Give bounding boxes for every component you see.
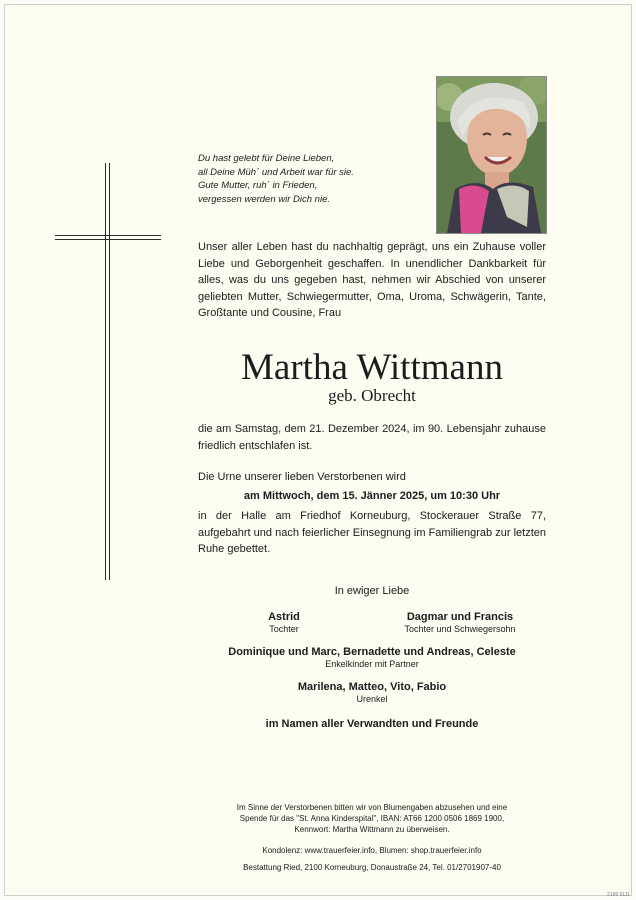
donation-notice <box>198 802 546 835</box>
memorial-poem <box>198 152 418 206</box>
poem-line: vergessen werden wir Dich nie. <box>198 193 331 205</box>
mourner-astrid <box>224 610 344 635</box>
deceased-name: Martha Wittmann <box>241 347 503 388</box>
mourner-role: Urenkel <box>356 694 388 704</box>
portrait-photo <box>436 76 547 234</box>
mourner-role: Enkelkinder mit Partner <box>325 659 419 669</box>
death-notice-text: die am Samstag, dem 21. Dezember 2024, im 90. Lebensjahr zuhause friedlich entschlafen ist. <box>198 423 546 452</box>
mourner-name: Marilena, Matteo, Vito, Fabio <box>297 681 447 693</box>
mourner-name: Dominique und Marc, Bernadette und Andreas, Celeste <box>228 646 516 658</box>
mourner-role: Tochter und Schwiegersohn <box>404 624 516 634</box>
ceremony-date: am Mittwoch, dem 15. Jänner 2025, um 10:30 Uhr <box>243 490 501 502</box>
mourner-dagmar-francis <box>380 610 540 635</box>
urn-text: Die Urne unserer lieben Verstorbenen wird <box>198 471 406 483</box>
undertaker-info: Bestattung Ried, 2100 Korneuburg, Donaustraße 24, Tel. 01/2701907-40 <box>243 863 501 872</box>
maiden-name: geb. Obrecht <box>328 386 416 405</box>
footer-line: Kennwort: Martha Wittmann zu überweisen. <box>294 825 450 834</box>
footer-line: Spende für das "St. Anna Kinderspital", IBAN: AT66 1200 0506 1869 1900, <box>239 814 505 823</box>
location-text: in der Halle am Friedhof Korneuburg, Stockerauer Straße 77, aufgebahrt und nach feierlicher Einsegnung im Familiengrab zur letzten Ruhe gebettet. <box>198 510 546 555</box>
corner-code: 2109 6111 <box>607 892 630 898</box>
closing-line: im Namen aller Verwandten und Freunde <box>265 718 479 730</box>
mourner-name: Dagmar und Francis <box>406 611 514 623</box>
mourner-role: Tochter <box>269 624 299 634</box>
mourner-great-grandchildren <box>198 680 546 705</box>
intro-text: Unser aller Leben hast du nachhaltig geprägt, uns ein Zuhause voller Liebe und Geborgenheit geschaffen. In unendlicher Dankbarkeit für alles, was du uns gegeben hast, nehmen wir Abschied von unserer geliebten Mutter, Schwiegermutter, Oma, Uroma, Schwägerin, Tante, Großtante und Cousine, Frau <box>198 241 546 319</box>
footer-line: Im Sinne der Verstorbenen bitten wir von Blumengaben abzusehen und eine <box>236 803 508 812</box>
poem-line: Gute Mutter, ruh´ in Frieden, <box>198 180 318 191</box>
condolence-info: Kondolenz: www.trauerfeier.info, Blumen: shop.trauerfeier.info <box>262 846 482 855</box>
mourners-heading: In ewiger Liebe <box>334 585 410 597</box>
mourner-name: Astrid <box>268 611 300 623</box>
poem-line: Du hast gelebt für Deine Lieben, <box>198 153 335 164</box>
mourner-grandchildren <box>198 645 546 670</box>
poem-line: all Deine Müh´ und Arbeit war für sie. <box>198 166 354 178</box>
